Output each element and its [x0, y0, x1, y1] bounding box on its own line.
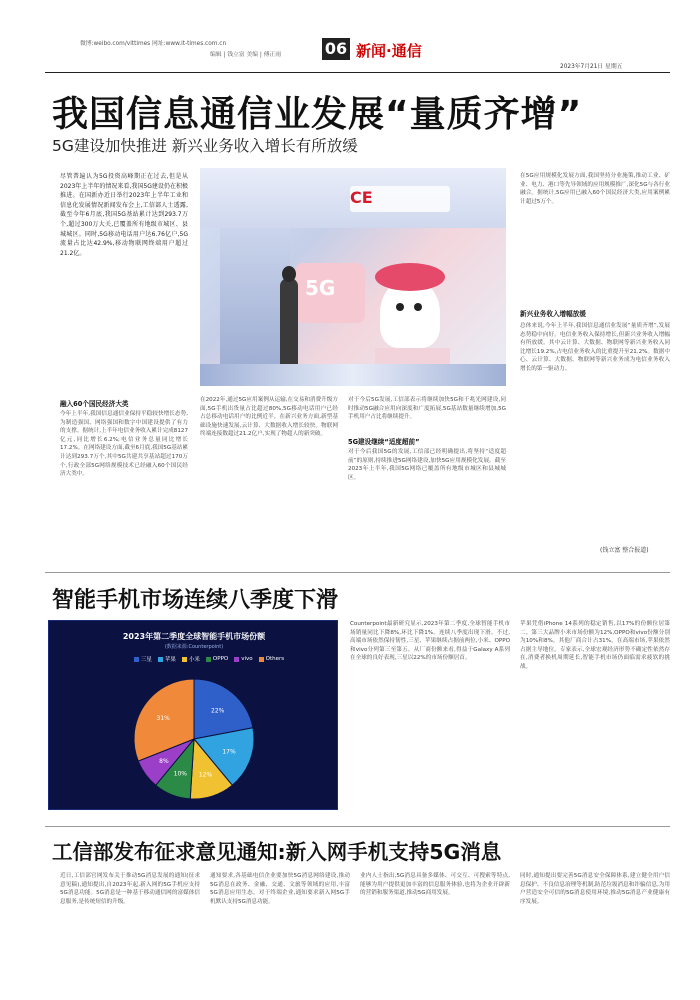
- issue-date: 2023年7月21日 星期五: [560, 64, 623, 70]
- story1-column-2: 在2022年,通过5G应用案例从运输,在交易和消费升级方面,5G手机出货量占比超过80%,5G移动电话用户已经占总移动电话用户的比例近半。在新兴业务方面,新型基础设施快速发展,云计算、大数据收入增长较快。物联网终端连接数超过21.2亿户,实现了物超人的新突破。: [200, 397, 338, 438]
- pie-label-5: 31%: [156, 715, 170, 723]
- site-info: 微博:weibo.com/vittimes 网址:www.it-times.com.cn: [80, 41, 227, 47]
- story1-column-4: 在5G应用规模化发展方面,我国坚持分业施策,推动工业、矿业、电力、港口等先导领域的应用规模推广,深化5G与各行业融合。据统计,5G应用已融入60个国民经济大类,应用案例累计超过5万个。: [520, 173, 670, 205]
- story2-column-1: Counterpoint最新研究显示,2023年第二季度,全球智能手机市场销量同比下降8%,环比下降1%。连续八季度出现下滑。不过,高端市场依然保持韧性,三星、苹果继续占据前两位,小米、OPPO和vivo分列第三至第五。从厂商份额来看,得益于Galaxy A系列在全球的良好表现,三星以22%的市场份额居首。: [350, 621, 510, 662]
- chart-title: 2023年第二季度全球智能手机市场份额: [122, 632, 266, 641]
- story3-column-2: 通知要求,各基础电信企业要加快5G消息网络建设,推动5G消息在政务、金融、交通、文旅等领域的应用,丰富5G消息应用生态。对于终端企业,通知要求新入网5G手机默认支持5G消息功能。: [210, 873, 350, 905]
- section-name: 新闻·通信: [356, 42, 422, 60]
- story1-subhead-1: 融入60个国民经济大类: [60, 400, 129, 408]
- story3-column-3: 业内人士指出,5G消息具备多媒体、可交互、可搜索等特点,能够为用户提供更加丰富的信息服务体验,也将为企业开辟新的营销和服务渠道,推动5G商用发展。: [360, 873, 510, 897]
- legend-label-4: vivo: [241, 656, 253, 662]
- page-number: 06: [322, 38, 350, 60]
- story3-column-4: 同时,通知提出要完善5G消息安全保障体系,建立健全用户信息保护、不良信息治理等机制,防范垃圾消息和诈骗信息,为用户营造安全可信的5G消息使用环境,推动5G消息产业健康有序发展。: [520, 873, 670, 905]
- pie-label-1: 17%: [222, 748, 236, 756]
- story3-headline: 工信部发布征求意见通知:新入网手机支持5G消息: [52, 840, 502, 864]
- editor-info: 编辑 | 钱立富 美编 | 傅正雨: [210, 52, 282, 58]
- story1-lead: 尽管普遍认为5G投资高峰期正在过去,但是从2023年上半年的情况来看,我国5G建设仍在积极推进。在国新办近日举行2023年上半年工业和信息化发展情况新闻发布会上,工信部人士透露,截至今年6月底,我国5G基站累计达到293.7万个,超过300万大关,已覆盖所有地级市城区、县城城区。同时,5G移动电话用户达6.76亿户,5G流量占比达42.9%,移动物联网终端用户超过21.2亿。: [60, 173, 188, 257]
- story2-column-2: 苹果凭借iPhone 14系列的稳定销售,以17%的份额位居第二。第三大品牌小米市场份额为12%,OPPO和vivo份额分别为10%和8%。其他厂商合计占31%。在高端市场,苹果依然占据主导地位。专家表示,全球宏观经济形势不确定性依然存在,消费者换机周期延长,智能手机市场仍面临需求疲软的挑战。: [520, 621, 670, 670]
- story2-headline: 智能手机市场连续八季度下滑: [52, 588, 339, 613]
- pie-label-2: 12%: [198, 771, 213, 779]
- story1-column-4b: 总体来说,今年上半年,我国信息通信业发展“量质齐增”,发展态势稳中向好。电信业务收入保持增长,但新兴业务收入增幅有所放缓。其中云计算、大数据、物联网等新兴业务收入同比增长19.2%,占电信业务收入的比重提升至21.2%。数据中心、云计算、大数据、物联网等新兴业务成为电信业务收入增长的第一驱动力。: [520, 323, 670, 372]
- legend-label-1: 苹果: [164, 657, 176, 663]
- legend-label-0: 三星: [140, 657, 152, 663]
- story1-subhead-3: 新兴业务收入增幅放缓: [520, 310, 586, 318]
- pie-label-3: 10%: [173, 770, 187, 778]
- pie-label-0: 22%: [211, 707, 225, 715]
- story1-column-3b: 对于今后我国5G的发展,工信部已经明确提出,将坚持“适度超前”的原则,持续推进5G网络建设,加快5G应用规模化发展。截至2023年上半年,我国5G网络已覆盖所有地级市城区和县城城区。: [348, 449, 506, 481]
- story1-subtitle: 5G建设加快推进 新兴业务收入增长有所放缓: [52, 137, 358, 155]
- story1-subhead-2: 5G建设继续“适度超前”: [348, 438, 420, 446]
- story1-photo: CE 5G: [200, 168, 506, 386]
- legend-label-5: Others: [265, 656, 285, 662]
- story1-column-3: 对于今后5G发展,工信部表示将继续加快5G和千兆光网建设,同时推动5G融合应用向深度和广度拓展,5G基站数量继续增加,5G手机用户占比将继续提升。: [348, 397, 506, 421]
- story1-byline: (钱立富 整合报道): [600, 547, 649, 554]
- legend-label-2: 小米: [188, 657, 200, 663]
- story1-headline: 我国信息通信业发展“量质齐增”: [52, 94, 583, 135]
- legend-label-3: OPPO: [212, 656, 229, 662]
- story3-column-1: 近日,工信部官网发布关于推动5G消息发展的通知(征求意见稿),通知提出,自2023年起,新入网的5G手机应支持5G消息功能。5G消息是一种基于移动通信网的富媒体信息服务,是传统短信的升级。: [60, 873, 200, 905]
- pie-chart: [49, 661, 339, 821]
- pie-label-4: 8%: [159, 757, 169, 765]
- story1-column-1: 今年上半年,我国信息通信业保持平稳较快增长态势,为制造强国、网络强国和数字中国建设提供了有力的支撑。据统计,上半年电信业务收入累计完成8127亿元,同比增长6.2%;电信业务总量同比增长17.2%。在网络建设方面,截至6月底,我国5G基站累计达到293.7万个,其中5G共建共享基站超过170万个,行政全部5G网络规模技术已经融入60个国民经济大类中。: [60, 411, 188, 478]
- market-share-chart: [48, 620, 338, 810]
- chart-source: (数据来源:Counterpoint): [164, 644, 224, 650]
